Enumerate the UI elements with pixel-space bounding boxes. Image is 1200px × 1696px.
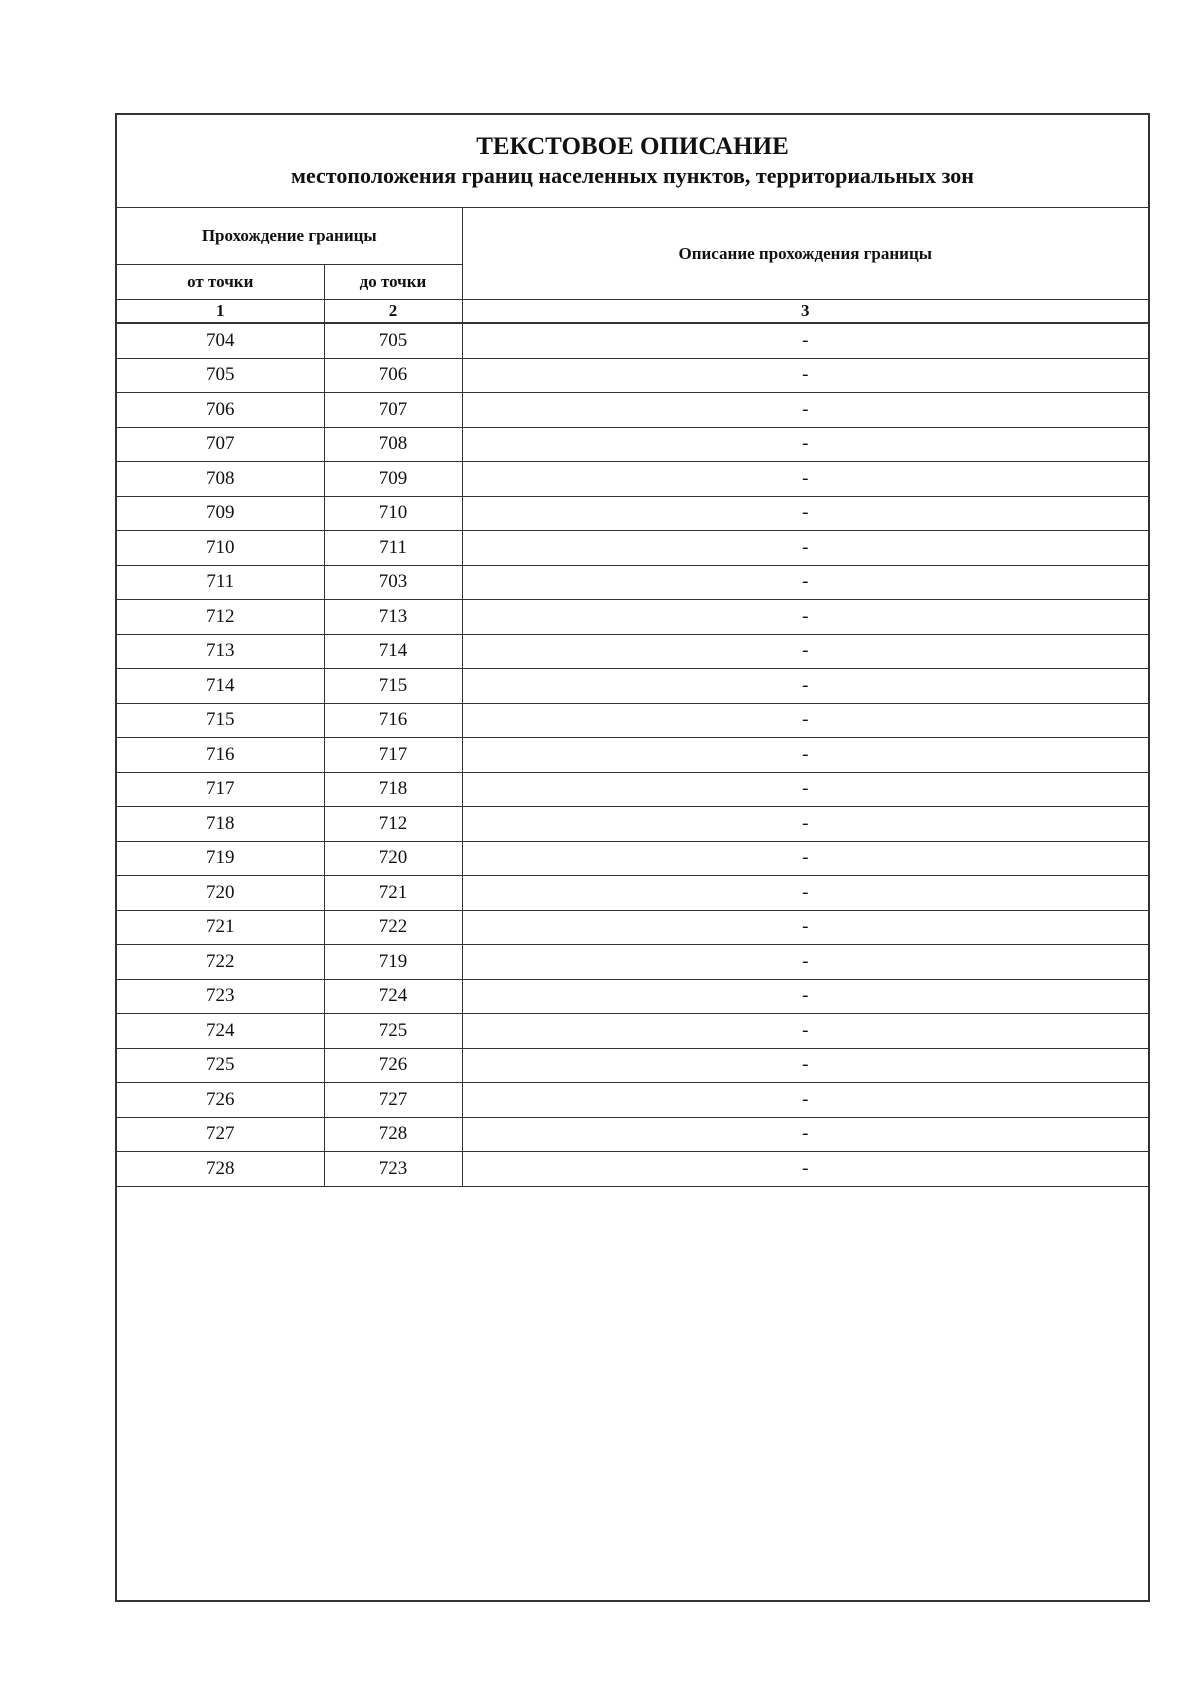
cell-description: - <box>462 1083 1148 1118</box>
cell-from-point: 711 <box>117 565 324 600</box>
cell-to-point: 723 <box>324 1152 462 1187</box>
cell-to-point: 712 <box>324 807 462 842</box>
cell-to-point: 718 <box>324 772 462 807</box>
header-description: Описание прохождения границы <box>462 208 1148 300</box>
cell-from-point: 718 <box>117 807 324 842</box>
cell-to-point: 724 <box>324 979 462 1014</box>
table-row <box>117 738 1148 773</box>
cell-description: - <box>462 531 1148 566</box>
cell-to-point: 716 <box>324 703 462 738</box>
cell-to-point: 706 <box>324 358 462 393</box>
cell-description: - <box>462 600 1148 635</box>
header-to-point: до точки <box>324 265 462 300</box>
boundary-table <box>117 208 1148 1187</box>
cell-description: - <box>462 565 1148 600</box>
cell-description: - <box>462 634 1148 669</box>
cell-from-point: 721 <box>117 910 324 945</box>
header-from-point: от точки <box>117 265 324 300</box>
table-row <box>117 634 1148 669</box>
cell-description: - <box>462 945 1148 980</box>
table-row <box>117 1152 1148 1187</box>
cell-description: - <box>462 703 1148 738</box>
table-row <box>117 427 1148 462</box>
table-row <box>117 910 1148 945</box>
table-row <box>117 323 1148 358</box>
cell-from-point: 714 <box>117 669 324 704</box>
table-row <box>117 772 1148 807</box>
cell-from-point: 719 <box>117 841 324 876</box>
header-col-number-2: 2 <box>324 300 462 324</box>
cell-from-point: 710 <box>117 531 324 566</box>
table-row <box>117 462 1148 497</box>
table-row <box>117 1048 1148 1083</box>
cell-to-point: 721 <box>324 876 462 911</box>
table-row <box>117 703 1148 738</box>
cell-from-point: 708 <box>117 462 324 497</box>
cell-description: - <box>462 496 1148 531</box>
cell-description: - <box>462 393 1148 428</box>
cell-from-point: 724 <box>117 1014 324 1049</box>
cell-description: - <box>462 1014 1148 1049</box>
table-row <box>117 945 1148 980</box>
cell-to-point: 725 <box>324 1014 462 1049</box>
table-row <box>117 876 1148 911</box>
cell-description: - <box>462 772 1148 807</box>
cell-from-point: 723 <box>117 979 324 1014</box>
table-row <box>117 1083 1148 1118</box>
cell-from-point: 715 <box>117 703 324 738</box>
title-block <box>117 115 1148 208</box>
cell-description: - <box>462 876 1148 911</box>
cell-to-point: 703 <box>324 565 462 600</box>
cell-from-point: 716 <box>117 738 324 773</box>
cell-description: - <box>462 1152 1148 1187</box>
cell-description: - <box>462 669 1148 704</box>
cell-to-point: 728 <box>324 1117 462 1152</box>
table-row <box>117 393 1148 428</box>
cell-from-point: 720 <box>117 876 324 911</box>
cell-from-point: 709 <box>117 496 324 531</box>
table-row <box>117 1117 1148 1152</box>
document-frame <box>115 113 1150 1602</box>
cell-from-point: 722 <box>117 945 324 980</box>
cell-from-point: 727 <box>117 1117 324 1152</box>
cell-to-point: 709 <box>324 462 462 497</box>
cell-to-point: 722 <box>324 910 462 945</box>
cell-description: - <box>462 1048 1148 1083</box>
table-row <box>117 600 1148 635</box>
cell-to-point: 726 <box>324 1048 462 1083</box>
table-row <box>117 669 1148 704</box>
cell-from-point: 712 <box>117 600 324 635</box>
cell-from-point: 707 <box>117 427 324 462</box>
document-subtitle: местоположения границ населенных пунктов, территориальных зон <box>291 163 974 188</box>
cell-to-point: 720 <box>324 841 462 876</box>
cell-description: - <box>462 462 1148 497</box>
cell-from-point: 705 <box>117 358 324 393</box>
cell-from-point: 704 <box>117 323 324 358</box>
cell-from-point: 713 <box>117 634 324 669</box>
cell-to-point: 717 <box>324 738 462 773</box>
cell-to-point: 710 <box>324 496 462 531</box>
cell-to-point: 708 <box>324 427 462 462</box>
cell-description: - <box>462 358 1148 393</box>
cell-description: - <box>462 323 1148 358</box>
cell-to-point: 711 <box>324 531 462 566</box>
table-row <box>117 531 1148 566</box>
table-row <box>117 358 1148 393</box>
table-row <box>117 807 1148 842</box>
cell-to-point: 715 <box>324 669 462 704</box>
cell-description: - <box>462 738 1148 773</box>
table-row <box>117 841 1148 876</box>
cell-from-point: 717 <box>117 772 324 807</box>
cell-to-point: 705 <box>324 323 462 358</box>
cell-from-point: 726 <box>117 1083 324 1118</box>
header-col-number-3: 3 <box>462 300 1148 324</box>
cell-description: - <box>462 910 1148 945</box>
cell-description: - <box>462 841 1148 876</box>
header-boundary-passage: Прохождение границы <box>117 208 462 265</box>
cell-description: - <box>462 807 1148 842</box>
cell-to-point: 713 <box>324 600 462 635</box>
cell-to-point: 707 <box>324 393 462 428</box>
cell-to-point: 719 <box>324 945 462 980</box>
header-col-number-1: 1 <box>117 300 324 324</box>
table-row <box>117 1014 1148 1049</box>
cell-to-point: 714 <box>324 634 462 669</box>
cell-from-point: 706 <box>117 393 324 428</box>
table-row <box>117 979 1148 1014</box>
cell-description: - <box>462 1117 1148 1152</box>
cell-description: - <box>462 427 1148 462</box>
table-row <box>117 565 1148 600</box>
cell-from-point: 725 <box>117 1048 324 1083</box>
document-title: ТЕКСТОВОЕ ОПИСАНИЕ <box>476 133 789 160</box>
table-row <box>117 496 1148 531</box>
cell-from-point: 728 <box>117 1152 324 1187</box>
cell-description: - <box>462 979 1148 1014</box>
cell-to-point: 727 <box>324 1083 462 1118</box>
